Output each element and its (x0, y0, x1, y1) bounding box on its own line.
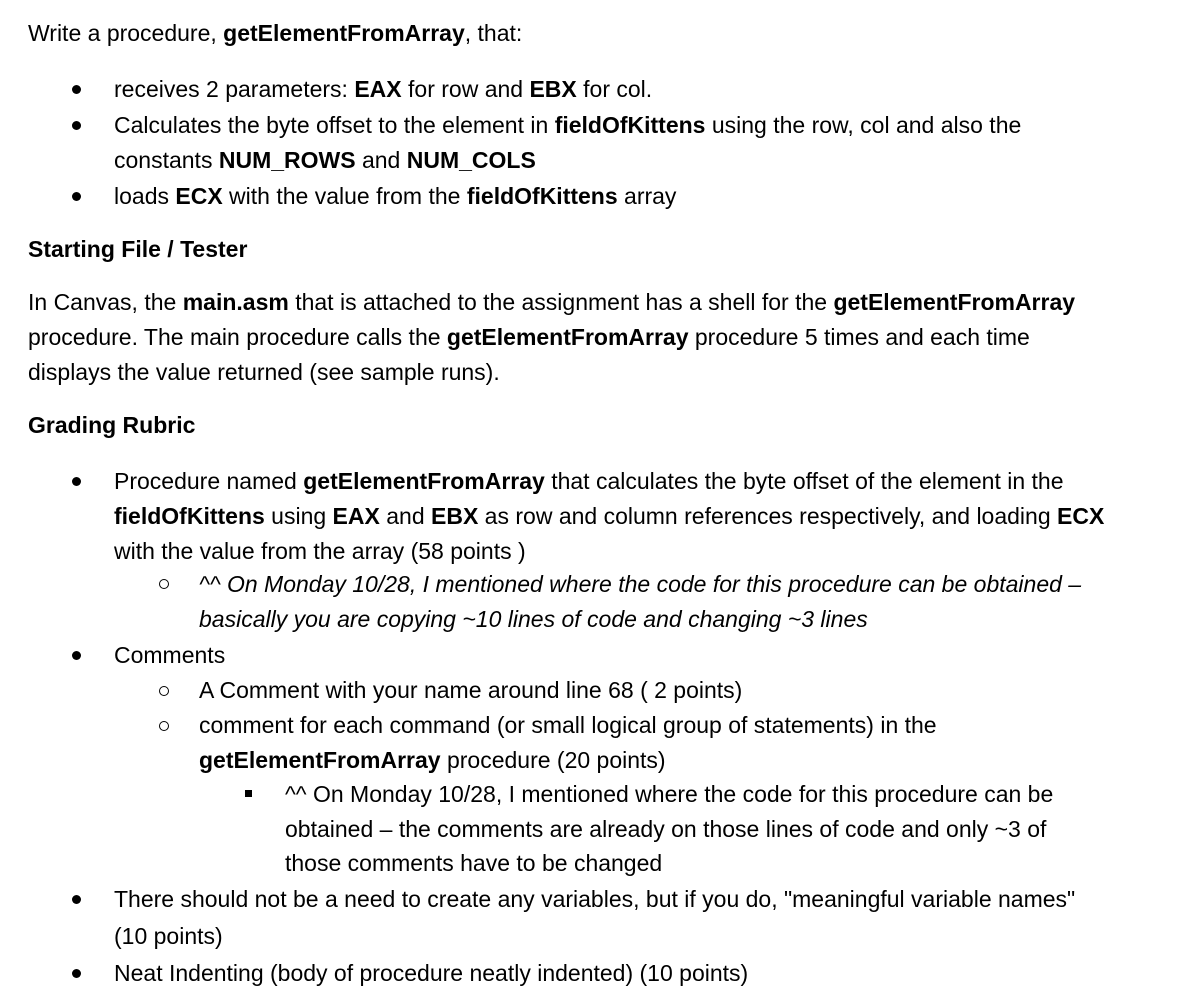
keyword: EBX (431, 503, 479, 529)
bullet-icon (72, 192, 81, 201)
intro-sentence (28, 16, 522, 51)
text: In Canvas, the (28, 289, 183, 315)
text: array (617, 183, 677, 209)
text: procedure. The main procedure calls the (28, 324, 447, 350)
bullet-icon (72, 895, 81, 904)
section-heading-grading-rubric: Grading Rubric (28, 412, 196, 438)
text: that is attached to the assignment has a shell for the (288, 289, 834, 315)
circle-bullet-icon (159, 686, 169, 696)
text: receives 2 parameters: (114, 76, 355, 102)
keyword: ECX (1057, 503, 1105, 529)
bullet-icon (72, 651, 81, 660)
text: Calculates the byte offset to the element in (114, 112, 555, 138)
text: for row and (401, 76, 530, 102)
rubric-item-1-note-line-2: basically you are copying ~10 lines of code and changing ~3 lines (199, 606, 868, 632)
bullet-icon (72, 477, 81, 486)
bullet-icon (72, 121, 81, 130)
text: using (264, 503, 333, 529)
bullet-icon (72, 85, 81, 94)
square-bullet-icon (245, 790, 252, 797)
rubric-item-2-sub-1: A Comment with your name around line 68 ( 2 points) (199, 677, 743, 703)
keyword: getElementFromArray (303, 468, 545, 494)
intro-prefix: Write a procedure, (28, 20, 224, 46)
keyword: getElementFromArray (833, 289, 1076, 315)
intro-proc-name: getElementFromArray (223, 20, 465, 46)
text: with the value from the (222, 183, 467, 209)
rubric-item-3-line-2: (10 points) (114, 923, 223, 949)
text: as row and column references respectively, and loading (478, 503, 1058, 529)
keyword: fieldOfKittens (466, 183, 618, 209)
rubric-item-1-line-3: with the value from the array (58 points ) (114, 538, 526, 564)
text: and (379, 503, 431, 529)
text: constants (114, 147, 219, 173)
rubric-item-1-note-line-1: ^^ On Monday 10/28, I mentioned where the code for this procedure can be obtained – (199, 571, 1082, 597)
text: procedure (20 points) (440, 747, 666, 773)
rubric-item-4: Neat Indenting (body of procedure neatly indented) (10 points) (114, 960, 749, 986)
text: for col. (576, 76, 653, 102)
text: procedure 5 times and each time (688, 324, 1030, 350)
keyword: getElementFromArray (446, 324, 689, 350)
section-heading-starting-file: Starting File / Tester (28, 236, 248, 262)
keyword: main.asm (182, 289, 289, 315)
rubric-item-2-label: Comments (114, 642, 226, 668)
text: and (355, 147, 407, 173)
rubric-item-1-line-1 (114, 464, 1134, 499)
starting-file-line-3: displays the value returned (see sample runs). (28, 359, 500, 385)
keyword: fieldOfKittens (114, 503, 265, 529)
keyword: getElementFromArray (199, 747, 441, 773)
intro-suffix: , that: (464, 20, 523, 46)
keyword: ECX (175, 183, 223, 209)
requirement-item-2-cont (114, 143, 1134, 178)
rubric-item-1-line-2 (114, 499, 1134, 534)
keyword: NUM_ROWS (218, 147, 356, 173)
bullet-icon (72, 969, 81, 978)
requirement-item-2 (114, 108, 1134, 143)
text: Procedure named (114, 468, 304, 494)
rubric-item-2-note-line-1: ^^ On Monday 10/28, I mentioned where the code for this procedure can be (285, 781, 1054, 807)
rubric-item-2-note-line-2: obtained – the comments are already on those lines of code and only ~3 of (285, 816, 1047, 842)
starting-file-line-1 (28, 285, 1075, 320)
requirement-item-1 (114, 72, 1134, 107)
keyword: NUM_COLS (406, 147, 536, 173)
rubric-item-2-note-line-3: those comments have to be changed (285, 850, 663, 876)
requirement-item-3 (114, 179, 1134, 214)
rubric-item-3-line-1: There should not be a need to create any variables, but if you do, "meaningful variable names" (114, 886, 1076, 912)
text: using the row, col and also the (705, 112, 1022, 138)
keyword: fieldOfKittens (554, 112, 706, 138)
circle-bullet-icon (159, 579, 169, 589)
starting-file-line-2 (28, 320, 1030, 355)
rubric-item-2-sub-2-line-1: comment for each command (or small logical group of statements) in the (199, 712, 937, 738)
circle-bullet-icon (159, 721, 169, 731)
rubric-item-2-sub-2-line-2 (199, 743, 1139, 778)
keyword: EAX (354, 76, 402, 102)
text: that calculates the byte offset of the element in the (544, 468, 1064, 494)
keyword: EBX (529, 76, 577, 102)
text: loads (114, 183, 176, 209)
keyword: EAX (332, 503, 380, 529)
